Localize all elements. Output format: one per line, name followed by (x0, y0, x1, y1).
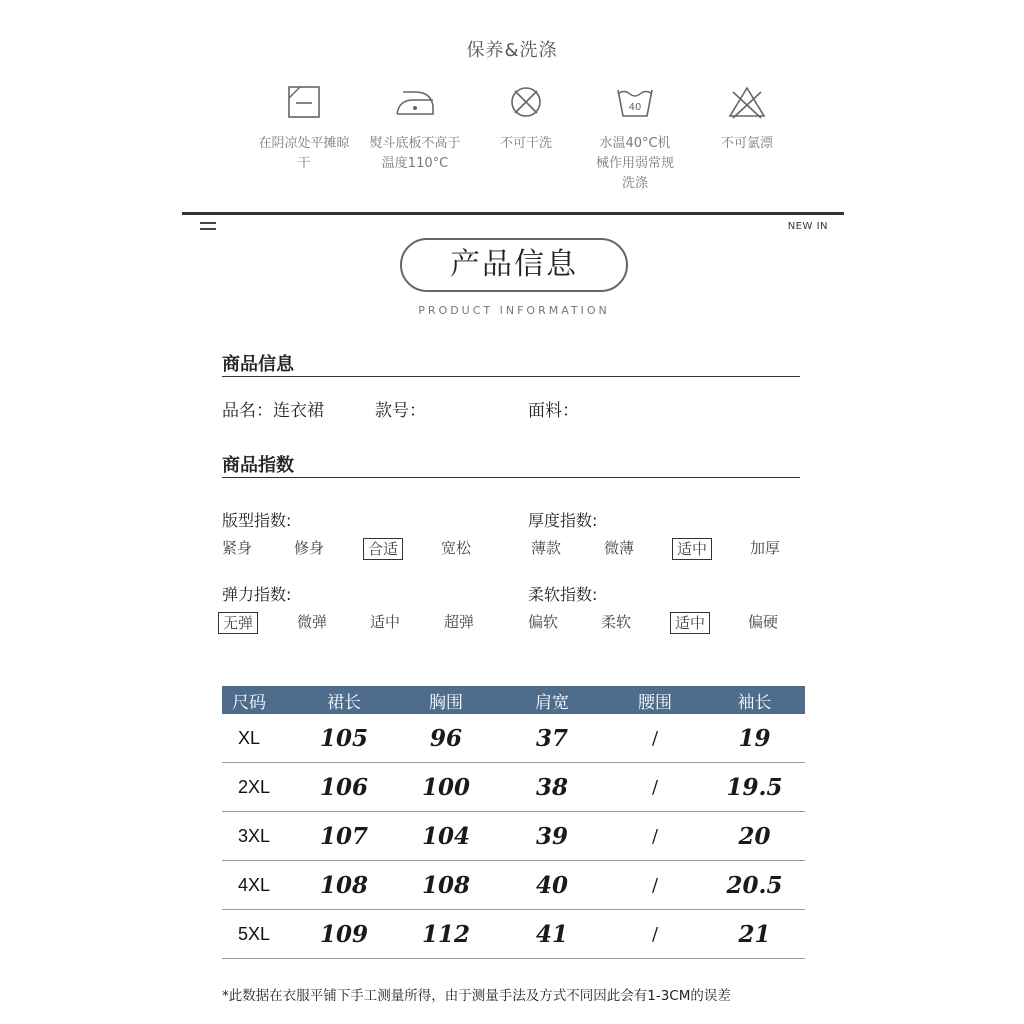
value-cell: 107 (294, 812, 394, 861)
wash-40-icon (615, 84, 655, 120)
value-cell: 109 (294, 910, 394, 959)
value-cell: 20 (704, 812, 805, 861)
table-header-row (222, 686, 805, 714)
softness-option: 偏软 (528, 613, 559, 631)
no-dry-clean-icon (508, 84, 544, 120)
size-cell: XL (222, 714, 294, 763)
wash-temp-text: 40 (628, 102, 642, 113)
value-cell: 96 (394, 714, 498, 763)
value-cell: 21 (704, 910, 805, 959)
iron-low-temp-icon (393, 84, 437, 120)
divider (182, 212, 844, 215)
size-table (222, 686, 805, 959)
fit-option: 修身 (294, 539, 325, 557)
softness-option: 柔软 (601, 613, 632, 631)
fit-index-label: 版型指数: (222, 511, 292, 530)
size-cell: 3XL (222, 812, 294, 861)
value-cell: 108 (294, 861, 394, 910)
value-cell: 37 (498, 714, 606, 763)
menu-icon (200, 222, 216, 234)
value-cell: 41 (498, 910, 606, 959)
column-header: 肩宽 (498, 686, 606, 714)
elasticity-option: 适中 (370, 613, 401, 631)
care-item-bleach (692, 84, 802, 154)
thickness-index-label: 厚度指数: (528, 511, 598, 530)
value-cell: 105 (294, 714, 394, 763)
size-cell: 5XL (222, 910, 294, 959)
care-item-dryclean (471, 84, 581, 154)
care-title: 保养&洗涤 (466, 40, 558, 61)
care-label: 水温40°C机械作用弱常规洗涤 (595, 136, 674, 191)
divider (222, 376, 800, 377)
column-header: 尺码 (222, 686, 294, 714)
elasticity-option: 超弹 (444, 613, 475, 631)
care-label: 不可氯漂 (720, 136, 773, 151)
dry-flat-shade-icon (286, 84, 322, 120)
care-label: 熨斗底板不高于温度110°C (369, 136, 461, 171)
value-cell: 100 (394, 763, 498, 812)
page-title: 产品信息 (400, 238, 628, 292)
table-row (222, 861, 805, 910)
value-cell: 19 (704, 714, 805, 763)
fabric: 面料： (528, 401, 579, 421)
section-title-info: 商品信息 (222, 354, 294, 375)
value-cell: 108 (394, 861, 498, 910)
elasticity-index-label: 弹力指数: (222, 585, 292, 604)
value-cell: / (606, 861, 704, 910)
softness-option-selected: 适中 (670, 612, 710, 634)
elasticity-option-selected: 无弹 (218, 612, 258, 634)
value-cell: / (606, 763, 704, 812)
new-in-label: NEW IN (787, 221, 828, 232)
table-row (222, 812, 805, 861)
size-cell: 2XL (222, 763, 294, 812)
fit-option: 紧身 (222, 539, 253, 557)
table-row (222, 763, 805, 812)
value-cell: / (606, 812, 704, 861)
care-label: 在阴凉处平摊晾干 (258, 136, 350, 171)
table-row (222, 910, 805, 959)
table-row (222, 714, 805, 763)
section-title-index: 商品指数 (222, 455, 294, 476)
column-header: 腰围 (606, 686, 704, 714)
value-cell: 39 (498, 812, 606, 861)
column-header: 胸围 (394, 686, 498, 714)
thickness-option: 薄款 (531, 539, 562, 557)
value-cell: 40 (498, 861, 606, 910)
value-cell: 19.5 (704, 763, 805, 812)
value-cell: 106 (294, 763, 394, 812)
thickness-option-selected: 适中 (672, 538, 712, 560)
thickness-option: 微薄 (604, 539, 635, 557)
care-label: 不可干洗 (499, 136, 552, 151)
no-bleach-icon (727, 84, 767, 120)
fit-option-selected: 合适 (363, 538, 403, 560)
fit-option: 宽松 (441, 539, 472, 557)
care-item-dry (249, 84, 359, 174)
thickness-option: 加厚 (750, 539, 781, 557)
size-cell: 4XL (222, 861, 294, 910)
value-cell: / (606, 714, 704, 763)
softness-option: 偏硬 (748, 613, 779, 631)
value-cell: / (606, 910, 704, 959)
style-number: 款号： (375, 401, 426, 421)
softness-index-label: 柔软指数: (528, 585, 598, 604)
value-cell: 112 (394, 910, 498, 959)
footnote: *此数据在衣服平铺下手工测量所得，由于测量手法及方式不同因此会有1-3CM的误差 (222, 988, 731, 1004)
care-item-iron (360, 84, 470, 174)
value-cell: 104 (394, 812, 498, 861)
value-cell: 20.5 (704, 861, 805, 910)
value-cell: 38 (498, 763, 606, 812)
divider (222, 477, 800, 478)
column-header: 袖长 (704, 686, 805, 714)
product-name: 品名：连衣裙 (222, 401, 324, 421)
elasticity-option: 微弹 (297, 613, 328, 631)
care-item-wash (580, 84, 690, 194)
column-header: 裙长 (294, 686, 394, 714)
page-subtitle: PRODUCT INFORMATION (418, 304, 610, 317)
